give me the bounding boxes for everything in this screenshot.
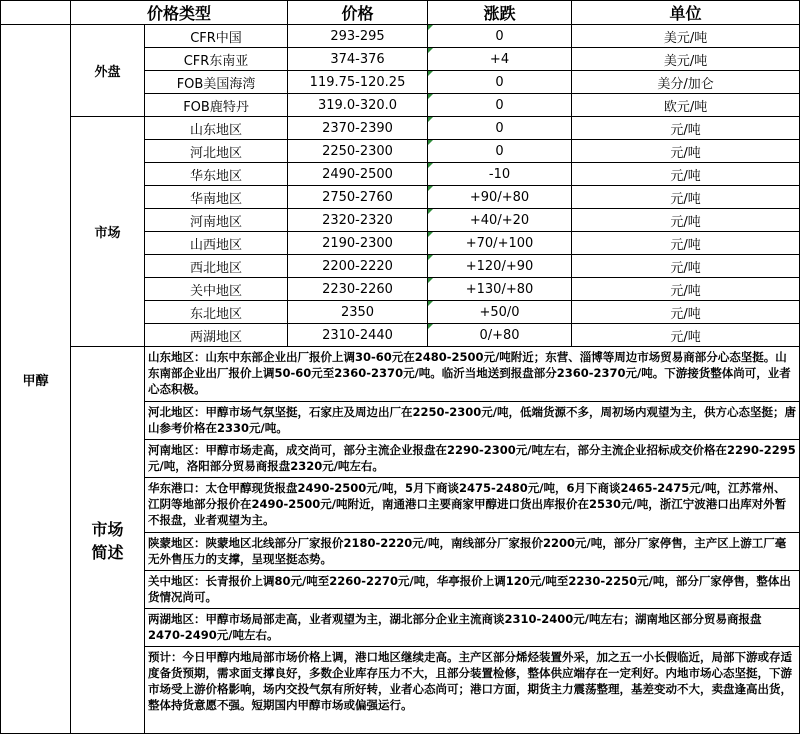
note-shandong (145, 347, 800, 402)
row-name: 山西地区 (145, 232, 288, 255)
table-row (1, 25, 800, 48)
row-name: 西北地区 (145, 255, 288, 278)
row-change: +40/+20 (428, 209, 572, 232)
row-name: 华南地区 (145, 186, 288, 209)
row-change: 0 (428, 140, 572, 163)
header-price: 价格 (288, 1, 428, 25)
row-name: CFR东南亚 (145, 48, 288, 71)
row-change: 0 (428, 117, 572, 140)
row-price: 2230-2260 (288, 278, 428, 301)
note-text: 两湖地区：甲醇市场局部走高，业者观望为主，湖北部分企业主流商谈2310-2400元/吨左右；湖南地区部分贸易商报盘2470-2490元/吨左右。 (148, 612, 762, 642)
row-change: +4 (428, 48, 572, 71)
row-change: 0 (428, 25, 572, 48)
note-text: 山东地区：山东中东部企业出厂报价上调30-60元在2480-2500元/吨附近；东营、淄博等周边市场贸易商部分心态坚挺。山东南部企业出厂报价上调50-60元至2360-2370元/吨。临沂当地送到报盘部分2360-2370元/吨。下游接货整体尚可，业者心态积极。 (148, 350, 791, 396)
header-unit: 单位 (572, 1, 800, 25)
note-forecast (145, 647, 800, 734)
row-unit: 元/吨 (572, 186, 800, 209)
row-unit: 元/吨 (572, 255, 800, 278)
row-price: 2490-2500 (288, 163, 428, 186)
row-name: CFR中国 (145, 25, 288, 48)
row-price: 293-295 (288, 25, 428, 48)
row-name: 两湖地区 (145, 324, 288, 347)
row-price: 2370-2390 (288, 117, 428, 140)
row-change: +120/+90 (428, 255, 572, 278)
note-text: 河北地区：甲醇市场气氛坚挺，石家庄及周边出厂在2250-2300元/吨，低端货源不多，周初场内观望为主，供方心态坚挺；唐山参考价格在2330元/吨。 (148, 405, 796, 435)
row-price: 2200-2220 (288, 255, 428, 278)
row-unit: 元/吨 (572, 301, 800, 324)
row-name: 山东地区 (145, 117, 288, 140)
note-text: 关中地区：长青报价上调80元/吨至2260-2270元/吨，华亭报价上调120元/吨至2230-2250元/吨，部分厂家停售，整体出货情况尚可。 (148, 574, 791, 604)
row-name: 河南地区 (145, 209, 288, 232)
note-text: 河南地区：甲醇市场走高，成交尚可，部分主流企业报盘在2290-2300元/吨左右，部分主流企业招标成交价格在2290-2295元/吨，洛阳部分贸易商报盘2320元/吨左右。 (148, 443, 796, 473)
note-henan (145, 440, 800, 478)
note-text: 陕蒙地区：陕蒙地区北线部分厂家报价2180-2220元/吨，南线部分厂家报价2200元/吨，部分厂家停售，主产区上游工厂毫无外售压力的支撑，呈现坚挺态势。 (148, 536, 787, 566)
row-unit: 元/吨 (572, 324, 800, 347)
row-name: 关中地区 (145, 278, 288, 301)
row-unit: 美分/加仑 (572, 71, 800, 94)
note-guanzhong (145, 571, 800, 609)
row-change: +90/+80 (428, 186, 572, 209)
note-hebei (145, 402, 800, 440)
row-unit: 元/吨 (572, 163, 800, 186)
group-summary-line1: 市场 (91, 520, 124, 539)
header-row (1, 1, 800, 25)
note-text: 华东港口：太仓甲醇现货报盘2490-2500元/吨，5月下商谈2475-2480元/吨，6月下商谈2465-2475元/吨，江苏常州、江阴等地部分报价在2490-2500元/吨附近，南通港口主要商家甲醇进口货出库报价在2530元/吨，浙江宁波港口出库对外暂不报盘，业者观望为主。 (148, 481, 787, 527)
row-name: FOB鹿特丹 (145, 94, 288, 117)
note-shaanmeng (145, 533, 800, 571)
row-price: 2350 (288, 301, 428, 324)
header-price-type: 价格类型 (71, 1, 288, 25)
row-unit: 美元/吨 (572, 48, 800, 71)
note-east-port (145, 478, 800, 533)
table-row (1, 117, 800, 140)
row-change: -10 (428, 163, 572, 186)
group-summary (71, 347, 145, 734)
row-change: 0/+80 (428, 324, 572, 347)
row-unit: 元/吨 (572, 232, 800, 255)
row-unit: 元/吨 (572, 117, 800, 140)
row-unit: 元/吨 (572, 140, 800, 163)
row-price: 2190-2300 (288, 232, 428, 255)
row-price: 2310-2440 (288, 324, 428, 347)
row-unit: 美元/吨 (572, 25, 800, 48)
row-change: +50/0 (428, 301, 572, 324)
note-lianghu (145, 609, 800, 647)
note-text: 预计：今日甲醇内地局部市场价格上调，港口地区继续走高。主产区部分烯烃装置外采，加之五一小长假临近，局部下游或存适度备货预期，需求面支撑良好，多数企业库存压力不大，且部分装置检修，整体供应端存在一定利好。内地市场心态坚挺，下游市场受上游价格影响，场内交投气氛有所好转，业者心态尚可；港口方面，期货主力震荡整理，基差变动不大，卖盘逢高出货，整体持货意愿不强。短期国内甲醇市场或偏强运行。 (148, 650, 792, 712)
row-price: 2750-2760 (288, 186, 428, 209)
row-name: 华东地区 (145, 163, 288, 186)
note-row (1, 347, 800, 402)
row-price: 2250-2300 (288, 140, 428, 163)
product-name: 甲醇 (1, 25, 71, 734)
row-unit: 欧元/吨 (572, 94, 800, 117)
row-price: 119.75-120.25 (288, 71, 428, 94)
header-change: 涨跌 (428, 1, 572, 25)
row-unit: 元/吨 (572, 209, 800, 232)
row-price: 319.0-320.0 (288, 94, 428, 117)
row-change: +70/+100 (428, 232, 572, 255)
group-summary-line2: 简述 (91, 543, 124, 562)
row-change: 0 (428, 94, 572, 117)
row-name: FOB美国海湾 (145, 71, 288, 94)
row-change: +130/+80 (428, 278, 572, 301)
row-unit: 元/吨 (572, 278, 800, 301)
group-external: 外盘 (71, 25, 145, 117)
row-name: 河北地区 (145, 140, 288, 163)
row-price: 2320-2320 (288, 209, 428, 232)
row-price: 374-376 (288, 48, 428, 71)
group-market: 市场 (71, 117, 145, 347)
header-blank (1, 1, 71, 25)
row-name: 东北地区 (145, 301, 288, 324)
row-change: 0 (428, 71, 572, 94)
